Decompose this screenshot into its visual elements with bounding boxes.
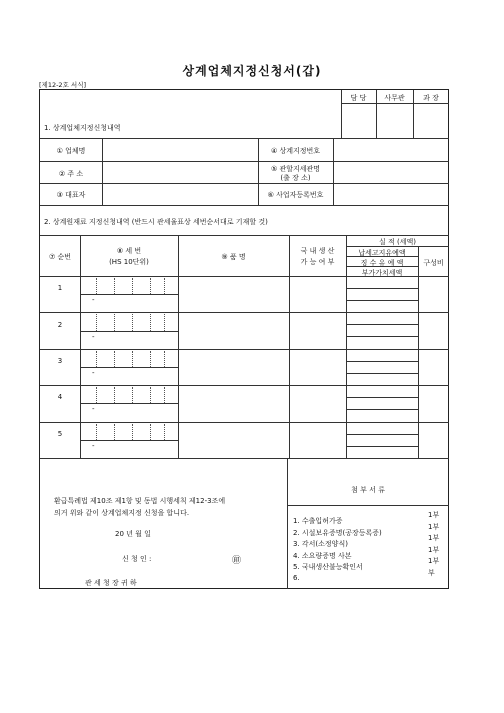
form-number: [제12-2호 서식] (39, 81, 87, 89)
customs-office-sub: (출 장 소) (280, 174, 311, 182)
hs-digit-separator (132, 278, 133, 294)
form-frame (39, 89, 449, 589)
approval-chief: 과 장 (423, 94, 439, 102)
hs-digit-separator (150, 314, 151, 330)
hs-digit-separator (96, 351, 97, 367)
row-line (40, 349, 449, 350)
col-collected: 징 수 유 예 액 (360, 259, 404, 267)
col-divider (178, 235, 179, 458)
regno-label: ④ 상계지정번호 (270, 147, 321, 155)
col-hs-sub: (HS 10단위) (109, 258, 149, 266)
seal-mark: ㊞ (232, 556, 242, 566)
attachment-item: 1. 수출입허가증 (293, 517, 343, 525)
hs-digit-separator (132, 351, 133, 367)
hs-digit-separator (164, 424, 165, 440)
approval-clerk: 사무관 (384, 94, 405, 102)
hs-digit-separator (150, 424, 151, 440)
approval-header-line (341, 103, 449, 104)
hs-dash: - (92, 405, 95, 414)
results-subline (346, 336, 418, 337)
hs-dash: - (92, 369, 95, 377)
row-line (40, 312, 449, 313)
attachment-count: 1부 (428, 545, 440, 554)
declaration-line2: 의거 위와 같이 상계업체지정 신청을 합니다. (54, 509, 190, 517)
col-seq: ⑦ 순번 (48, 253, 72, 261)
attachment-item: 2. 시설보유증명(공장등록증) (293, 528, 382, 537)
results-subline (346, 288, 418, 289)
hs-digit-separator (114, 424, 115, 440)
hs-digit-separator (96, 424, 97, 440)
addressee: 관 세 청 장 귀 하 (85, 579, 137, 587)
row-line (40, 422, 449, 423)
section2-heading: 2. 상계원재료 지정신청내역 (반드시 관세율표상 세번순서대로 기재할 것) (44, 218, 268, 226)
col-hs: ⑧ 세 번 (116, 247, 142, 255)
attachments-heading-line (287, 505, 449, 506)
col-vat: 부가가치세액 (361, 269, 403, 277)
row-line (40, 385, 449, 386)
hs-split-line (80, 367, 178, 368)
hs-split-line (80, 331, 178, 332)
hs-dash: - (92, 332, 95, 341)
results-subline (346, 409, 418, 410)
attachment-count: 부 (428, 568, 435, 577)
s1-row-line (40, 161, 449, 162)
s1-divider (333, 138, 334, 205)
company-label: ① 업체명 (56, 147, 86, 155)
attachments-heading: 첨 부 서 류 (351, 486, 385, 494)
col-results: 실 적 (세액) (379, 238, 416, 246)
attachment-count: 1부 (428, 557, 440, 565)
results-subline (346, 300, 418, 301)
hs-split-line (80, 440, 178, 441)
col-divider (418, 246, 419, 458)
results-subline (346, 446, 418, 447)
page-title: 상계업체지정신청서(갑) (182, 64, 322, 78)
results-subline (346, 324, 418, 325)
col-divider (289, 235, 290, 458)
attachment-item: 5. 국내생산불능확인서 (293, 563, 363, 571)
s1-divider (102, 138, 103, 205)
hs-digit-separator (164, 314, 165, 330)
hs-digit-separator (96, 278, 97, 294)
col-item: ⑨ 품 명 (221, 253, 246, 261)
hs-digit-separator (114, 278, 115, 294)
hs-digit-separator (132, 314, 133, 330)
s1-row-line (40, 183, 449, 184)
col-domestic: 국 내 생 산 (300, 247, 335, 255)
col-ratio: 구성비 (423, 259, 444, 267)
hs-digit-separator (150, 278, 151, 294)
representative-label: ③ 대표자 (56, 191, 86, 199)
col-divider (80, 235, 81, 458)
attachment-item: 6. (293, 573, 300, 582)
hs-digit-separator (150, 387, 151, 403)
approval-dd: 담 당 (350, 94, 367, 102)
row-number: 4 (57, 393, 63, 402)
s2-top-line (40, 235, 449, 236)
hs-digit-separator (114, 351, 115, 367)
results-subline (346, 361, 418, 362)
attachment-count: 1부 (428, 511, 440, 519)
results-subline (346, 397, 418, 398)
row-number: 5 (57, 429, 63, 438)
attachment-count: 1부 (428, 522, 440, 531)
bizno-label: ⑥ 사업자등록번호 (267, 191, 324, 199)
attachment-item: 4. 소요량증명 사본 (293, 551, 352, 560)
section1-heading: 1. 상계업체지정신청내역 (44, 124, 121, 132)
hs-dash: - (92, 441, 95, 450)
results-subline (346, 434, 418, 435)
row-number: 3 (57, 357, 63, 365)
applicant-label: 신 청 인 : (122, 555, 152, 563)
hs-digit-separator (114, 387, 115, 403)
attachment-item: 3. 각서(소정양식) (293, 540, 348, 548)
hs-digit-separator (96, 387, 97, 403)
s1-bottom-line (40, 205, 449, 206)
col-domestic-sub: 가 능 여 부 (300, 258, 335, 266)
row-line (40, 458, 449, 459)
hs-digit-separator (164, 278, 165, 294)
row-number: 1 (57, 284, 63, 293)
col-tax-paid: 납세고지유예액 (358, 249, 406, 257)
hs-digit-separator (96, 314, 97, 330)
declaration-date: 20 년 월 일 (115, 530, 151, 538)
results-subline (346, 373, 418, 374)
hs-digit-separator (164, 387, 165, 403)
hs-digit-separator (114, 314, 115, 330)
hs-split-line (80, 403, 178, 404)
hs-digit-separator (132, 387, 133, 403)
hs-digit-separator (164, 351, 165, 367)
hs-split-line (80, 294, 178, 295)
hs-digit-separator (132, 424, 133, 440)
hs-dash: - (92, 296, 95, 305)
bottom-divider (287, 458, 288, 589)
hs-digit-separator (150, 351, 151, 367)
row-number: 2 (57, 320, 63, 329)
customs-office-label: ⑤ 관할지세관명 (270, 165, 321, 173)
address-label: ② 주 소 (58, 170, 84, 178)
declaration-line1: 환급특례법 제10조 제1항 및 동법 시행세칙 제12-3조에 (54, 497, 226, 505)
attachment-count: 1부 (428, 534, 440, 542)
